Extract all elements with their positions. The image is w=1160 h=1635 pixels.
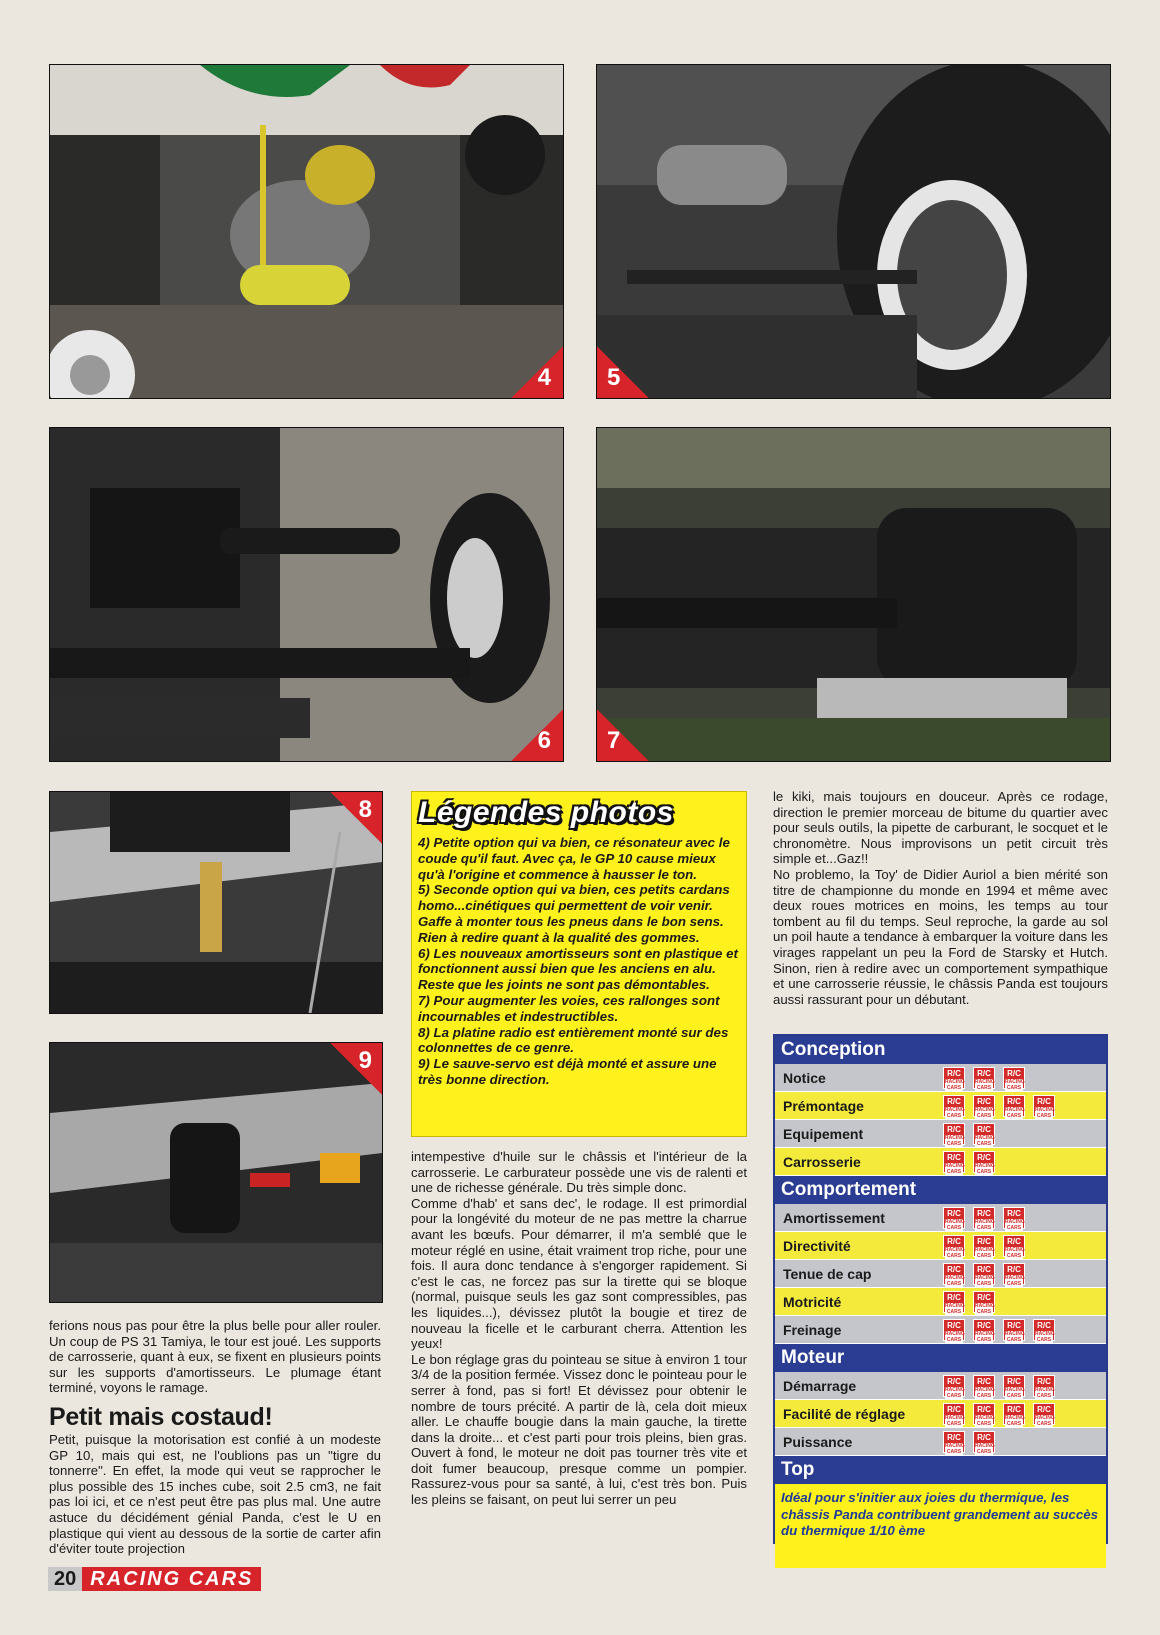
rc-badge-sub: RACING CARS [945, 1078, 965, 1091]
rc-badge-sub: RACING CARS [945, 1246, 965, 1259]
rc-badge-text: R/C [947, 1068, 961, 1078]
left-paragraph-2: Petit, puisque la motorisation est confié à un modeste GP 10, mais qui est, ne l'oublions pas un "tigre du tonnerre". En effet, la mode qui veut se rapprocher le plus possible des 15 inches cube, soit 2.5 cm3, ne fait pas loi ici, et ce n'est peut être pas plus mal. Une autre astuce du décidément génial Panda, c'est le U en plastique qui vient au dessous de la sortie de carter afin d'éviter toute projection [49, 1432, 381, 1557]
rc-badge-text: R/C [947, 1124, 961, 1134]
rc-badge-sub: RACING CARS [1005, 1218, 1025, 1231]
rating-table [773, 1034, 1108, 1544]
rc-badge-sub: RACING CARS [975, 1078, 995, 1091]
rating-badges [943, 1235, 1025, 1257]
rc-badge-sub: RACING CARS [945, 1302, 965, 1315]
rc-badge-icon [973, 1291, 995, 1313]
photo-4 [49, 64, 564, 399]
engine-photo [50, 65, 563, 398]
rc-badge-icon [973, 1403, 995, 1425]
photo-9 [49, 1042, 383, 1303]
middle-paragraph-1: intempestive d'huile sur le châssis et l'intérieur de la carrosserie. Le carburateur possède une vis de ralenti et une de richesse générale. Du très simple donc. [411, 1149, 747, 1196]
rating-row [775, 1400, 1106, 1428]
rc-badge-icon [973, 1067, 995, 1089]
rc-badge-text: R/C [1007, 1404, 1021, 1414]
rc-badge-icon [943, 1319, 965, 1341]
rating-label: Motricité [783, 1293, 842, 1310]
photo-6 [49, 427, 564, 762]
legend-item: 7) Pour augmenter les voies, ces rallonges sont incournables et indestructibles. [418, 992, 720, 1024]
rc-badge-text: R/C [977, 1096, 991, 1106]
photo-number: 9 [330, 1043, 382, 1095]
rc-badge-text: R/C [1037, 1376, 1051, 1386]
photo-number: 5 [597, 346, 649, 398]
page-footer [48, 1567, 261, 1591]
rating-badges [943, 1431, 995, 1453]
rating-label: Amortissement [783, 1209, 885, 1226]
rc-badge-text: R/C [1007, 1096, 1021, 1106]
rc-badge-text: R/C [977, 1320, 991, 1330]
rc-badge-icon [1033, 1375, 1055, 1397]
photo-legend-box [411, 791, 747, 1137]
rc-badge-text: R/C [1037, 1404, 1051, 1414]
rc-badge-icon [1033, 1095, 1055, 1117]
rc-badge-sub: RACING CARS [975, 1414, 995, 1427]
photo-7 [596, 427, 1111, 762]
rc-badge-sub: RACING CARS [1005, 1246, 1025, 1259]
rc-badge-sub: RACING CARS [975, 1134, 995, 1147]
rc-badge-icon [943, 1291, 965, 1313]
rc-badge-text: R/C [947, 1208, 961, 1218]
rc-badge-text: R/C [977, 1152, 991, 1162]
rc-badge-text: R/C [1037, 1096, 1051, 1106]
rc-badge-text: R/C [1007, 1320, 1021, 1330]
rc-badge-sub: RACING CARS [945, 1442, 965, 1455]
rating-row [775, 1428, 1106, 1456]
rating-top-title: Top [775, 1456, 1106, 1484]
rc-badge-icon [973, 1235, 995, 1257]
rc-badge-sub: RACING CARS [1035, 1386, 1055, 1399]
rc-badge-text: R/C [947, 1152, 961, 1162]
rc-badge-icon [973, 1375, 995, 1397]
rc-badge-sub: RACING CARS [945, 1274, 965, 1287]
middle-paragraph-3: Le bon réglage gras du pointeau se situe à environ 1 tour 3/4 de la position fermée. Vissez donc le pointeau pour le serrer à fond, pas si fort! Et dévissez pour obtenir le nombre de tours précité. A partir de là, cela doit mieux aller. Le chauffe bougie dans la main gauche, la tirette dans la droite... et c'est parti pour trois pleins, bien gras. Ouvert à fond, le moteur ne doit pas tourner très vite et doit fumer beaucoup, presque comme un pompier. Rassurez-vous pour sa santé, à lui, c'est très bon. Puis les pleins se faisant, on peut lui serrer un peu [411, 1351, 747, 1508]
rc-badge-sub: RACING CARS [975, 1330, 995, 1343]
rc-badge-text: R/C [947, 1432, 961, 1442]
rating-badges [943, 1291, 995, 1313]
rc-badge-text: R/C [1037, 1320, 1051, 1330]
rc-badge-sub: RACING CARS [975, 1162, 995, 1175]
rc-badge-icon [1003, 1095, 1025, 1117]
rc-badge-text: R/C [947, 1320, 961, 1330]
rating-section-title: Moteur [775, 1344, 1106, 1372]
rc-badge-sub: RACING CARS [945, 1106, 965, 1119]
rc-badge-text: R/C [977, 1068, 991, 1078]
rating-badges [943, 1263, 1025, 1285]
rc-badge-text: R/C [1007, 1376, 1021, 1386]
rc-badge-text: R/C [947, 1096, 961, 1106]
photo-number: 7 [597, 709, 649, 761]
photo-number: 4 [511, 346, 563, 398]
rating-label: Prémontage [783, 1097, 864, 1114]
rating-row [775, 1372, 1106, 1400]
rc-badge-sub: RACING CARS [1005, 1274, 1025, 1287]
rc-badge-icon [943, 1403, 965, 1425]
rc-badge-icon [943, 1235, 965, 1257]
rc-badge-sub: RACING CARS [975, 1442, 995, 1455]
rc-badge-icon [943, 1263, 965, 1285]
rating-label: Directivité [783, 1237, 851, 1254]
rc-badge-icon [973, 1431, 995, 1453]
legend-title: Légendes photos [418, 796, 674, 829]
rating-badges [943, 1207, 1025, 1229]
rc-badge-icon [973, 1151, 995, 1173]
rc-badge-text: R/C [977, 1236, 991, 1246]
rating-label: Facilité de réglage [783, 1405, 906, 1422]
rating-row [775, 1260, 1106, 1288]
rating-badges [943, 1403, 1055, 1425]
rc-badge-sub: RACING CARS [945, 1218, 965, 1231]
extension-photo [597, 428, 1110, 761]
rc-badge-text: R/C [1007, 1264, 1021, 1274]
photo-5 [596, 64, 1111, 399]
rating-row [775, 1148, 1106, 1176]
legend-list [418, 835, 740, 1088]
rc-badge-text: R/C [947, 1376, 961, 1386]
shock-absorber-photo [50, 428, 563, 761]
rc-badge-sub: RACING CARS [975, 1274, 995, 1287]
rating-row [775, 1316, 1106, 1344]
rc-badge-icon [1003, 1375, 1025, 1397]
rating-top-text: Idéal pour s'initier aux joies du thermique, les châssis Panda contribuent grandement au succès du thermique 1/10 ème [775, 1484, 1106, 1568]
rating-section-title: Comportement [775, 1176, 1106, 1204]
wheel-photo [597, 65, 1110, 398]
right-paragraph-1: le kiki, mais toujours en douceur. Après ce rodage, direction le premier morceau de bitume du quartier avec pour seuls outils, la pipette de carburant, le socquet et le chronomètre. Nous improvisons un petit circuit très simple et...Gaz!! [773, 789, 1108, 867]
photo-8 [49, 791, 383, 1014]
rc-badge-text: R/C [977, 1432, 991, 1442]
right-paragraph-2: No problemo, la Toy' de Didier Auriol a bien mérité son titre de championne du monde en 1994 et même avec deux roues motrices en moins, les temps au tour tombent au fil du temps. Seul reproche, la garde au sol un poil haute a tendance à embarquer la voiture dans les virages rappelant un peu la Ford de Starsky et Hutch. Sinon, rien à redire avec un comportement sympathique et une carrosserie réussie, le châssis Panda est toujours aussi rassurant pour un débutant. [773, 866, 1108, 1007]
rc-badge-sub: RACING CARS [975, 1386, 995, 1399]
rc-badge-sub: RACING CARS [945, 1330, 965, 1343]
rc-badge-text: R/C [977, 1264, 991, 1274]
rc-badge-sub: RACING CARS [1005, 1106, 1025, 1119]
rc-badge-sub: RACING CARS [1035, 1330, 1055, 1343]
rc-badge-text: R/C [977, 1208, 991, 1218]
rating-row [775, 1288, 1106, 1316]
rc-badge-text: R/C [947, 1292, 961, 1302]
rc-badge-text: R/C [1007, 1208, 1021, 1218]
rc-badge-sub: RACING CARS [1005, 1414, 1025, 1427]
rc-badge-sub: RACING CARS [945, 1414, 965, 1427]
left-column [49, 1318, 381, 1396]
legend-item: 5) Seconde option qui va bien, ces petits cardans homo...cinétiques qui permettent de voir venir. Gaffe à monter tous les pneus dans le bon sens. Rien à redire quant à la qualité des gommes. [418, 882, 730, 945]
rating-row [775, 1232, 1106, 1260]
rc-badge-icon [943, 1123, 965, 1145]
legend-item: 8) La platine radio est entièrement monté sur des colonnettes de ce genre. [418, 1024, 729, 1056]
rc-badge-icon [943, 1067, 965, 1089]
rc-badge-text: R/C [977, 1124, 991, 1134]
rating-badges [943, 1067, 1025, 1089]
rc-badge-sub: RACING CARS [945, 1162, 965, 1175]
rating-label: Démarrage [783, 1377, 857, 1394]
rc-badge-sub: RACING CARS [1005, 1078, 1025, 1091]
photo-number: 6 [511, 709, 563, 761]
rc-badge-icon [943, 1095, 965, 1117]
rc-badge-sub: RACING CARS [945, 1134, 965, 1147]
legend-item: 6) Les nouveaux amortisseurs sont en plastique et fonctionnent aussi bien que les anciens en alu. Reste que les joints ne sont pas démontables. [418, 945, 738, 993]
rc-badge-text: R/C [947, 1264, 961, 1274]
section-heading: Petit mais costaud! [49, 1403, 273, 1431]
rc-badge-text: R/C [977, 1376, 991, 1386]
rc-badge-icon [943, 1207, 965, 1229]
rc-badge-sub: RACING CARS [1035, 1106, 1055, 1119]
rc-badge-text: R/C [977, 1404, 991, 1414]
rc-badge-text: R/C [977, 1292, 991, 1302]
right-column [773, 789, 1108, 1007]
rc-badge-sub: RACING CARS [1035, 1414, 1055, 1427]
rc-badge-sub: RACING CARS [975, 1302, 995, 1315]
rc-badge-sub: RACING CARS [1005, 1330, 1025, 1343]
rating-row [775, 1092, 1106, 1120]
rc-badge-text: R/C [1007, 1068, 1021, 1078]
rc-badge-icon [1003, 1235, 1025, 1257]
rating-badges [943, 1319, 1055, 1341]
rc-badge-sub: RACING CARS [945, 1386, 965, 1399]
legend-item: 9) Le sauve-servo est déjà monté et assure une très bonne direction. [418, 1056, 717, 1087]
rating-label: Freinage [783, 1321, 842, 1338]
left-column-2 [49, 1432, 381, 1557]
middle-column [411, 1149, 747, 1508]
rating-label: Equipement [783, 1125, 864, 1142]
magazine-logo: RACING CARS [82, 1567, 261, 1591]
rating-row [775, 1120, 1106, 1148]
rc-badge-icon [973, 1319, 995, 1341]
rating-section-title: Conception [775, 1036, 1106, 1064]
rc-badge-icon [973, 1095, 995, 1117]
rc-badge-icon [1003, 1207, 1025, 1229]
rating-label: Tenue de cap [783, 1265, 872, 1282]
left-paragraph-1: ferions nous pas pour être la plus belle pour aller rouler. Un coup de PS 31 Tamiya, le tour est joué. Les supports de carrosserie, quant à eux, se fixent en plusieurs points sur les supports d'amortisseurs. Le plumage étant terminé, voyons le ramage. [49, 1318, 381, 1396]
rc-badge-icon [1033, 1403, 1055, 1425]
rc-badge-icon [973, 1207, 995, 1229]
rating-label: Puissance [783, 1433, 853, 1450]
rc-badge-icon [1003, 1067, 1025, 1089]
legend-item: 4) Petite option qui va bien, ce résonateur avec le coude qu'il faut. Avec ça, le GP 10 cause mieux qu'à l'origine et commence à hausser le ton. [418, 835, 730, 882]
photo-number: 8 [330, 792, 382, 844]
rating-label: Carrosserie [783, 1153, 861, 1170]
rc-badge-sub: RACING CARS [975, 1106, 995, 1119]
rc-badge-icon [943, 1151, 965, 1173]
rc-badge-text: R/C [947, 1236, 961, 1246]
rating-badges [943, 1375, 1055, 1397]
rc-badge-icon [1033, 1319, 1055, 1341]
rating-badges [943, 1095, 1055, 1117]
rc-badge-text: R/C [1007, 1236, 1021, 1246]
rating-label: Notice [783, 1069, 826, 1086]
rc-badge-icon [1003, 1319, 1025, 1341]
rating-badges [943, 1151, 995, 1173]
rc-badge-icon [973, 1263, 995, 1285]
rc-badge-text: R/C [947, 1404, 961, 1414]
middle-paragraph-2: Comme d'hab' et sans dec', le rodage. Il est primordial pour la longévité du moteur de ne pas mettre la charrue avant les bœufs. Pour démarrer, il m'a semblé que le moteur réglé en usine, était vraiment trop riche, pour une fois. Il aura donc tendance à s'engorger rapidement. Si c'est le cas, ne forcez pas sur la tirette qui se bloque (normal, puisque seuls les gaz sont compressibles, pas les liquides...), dévissez plutôt la bougie et tirez de nouveau la ficelle et le carburant cherra. Attention les yeux! [411, 1195, 747, 1352]
rc-badge-sub: RACING CARS [975, 1246, 995, 1259]
rc-badge-icon [1003, 1403, 1025, 1425]
page-number: 20 [48, 1567, 82, 1591]
rating-row [775, 1204, 1106, 1232]
rating-row [775, 1064, 1106, 1092]
rc-badge-icon [943, 1431, 965, 1453]
rc-badge-sub: RACING CARS [975, 1218, 995, 1231]
rc-badge-icon [973, 1123, 995, 1145]
rc-badge-icon [1003, 1263, 1025, 1285]
rc-badge-sub: RACING CARS [1005, 1386, 1025, 1399]
rating-badges [943, 1123, 995, 1145]
rc-badge-icon [943, 1375, 965, 1397]
